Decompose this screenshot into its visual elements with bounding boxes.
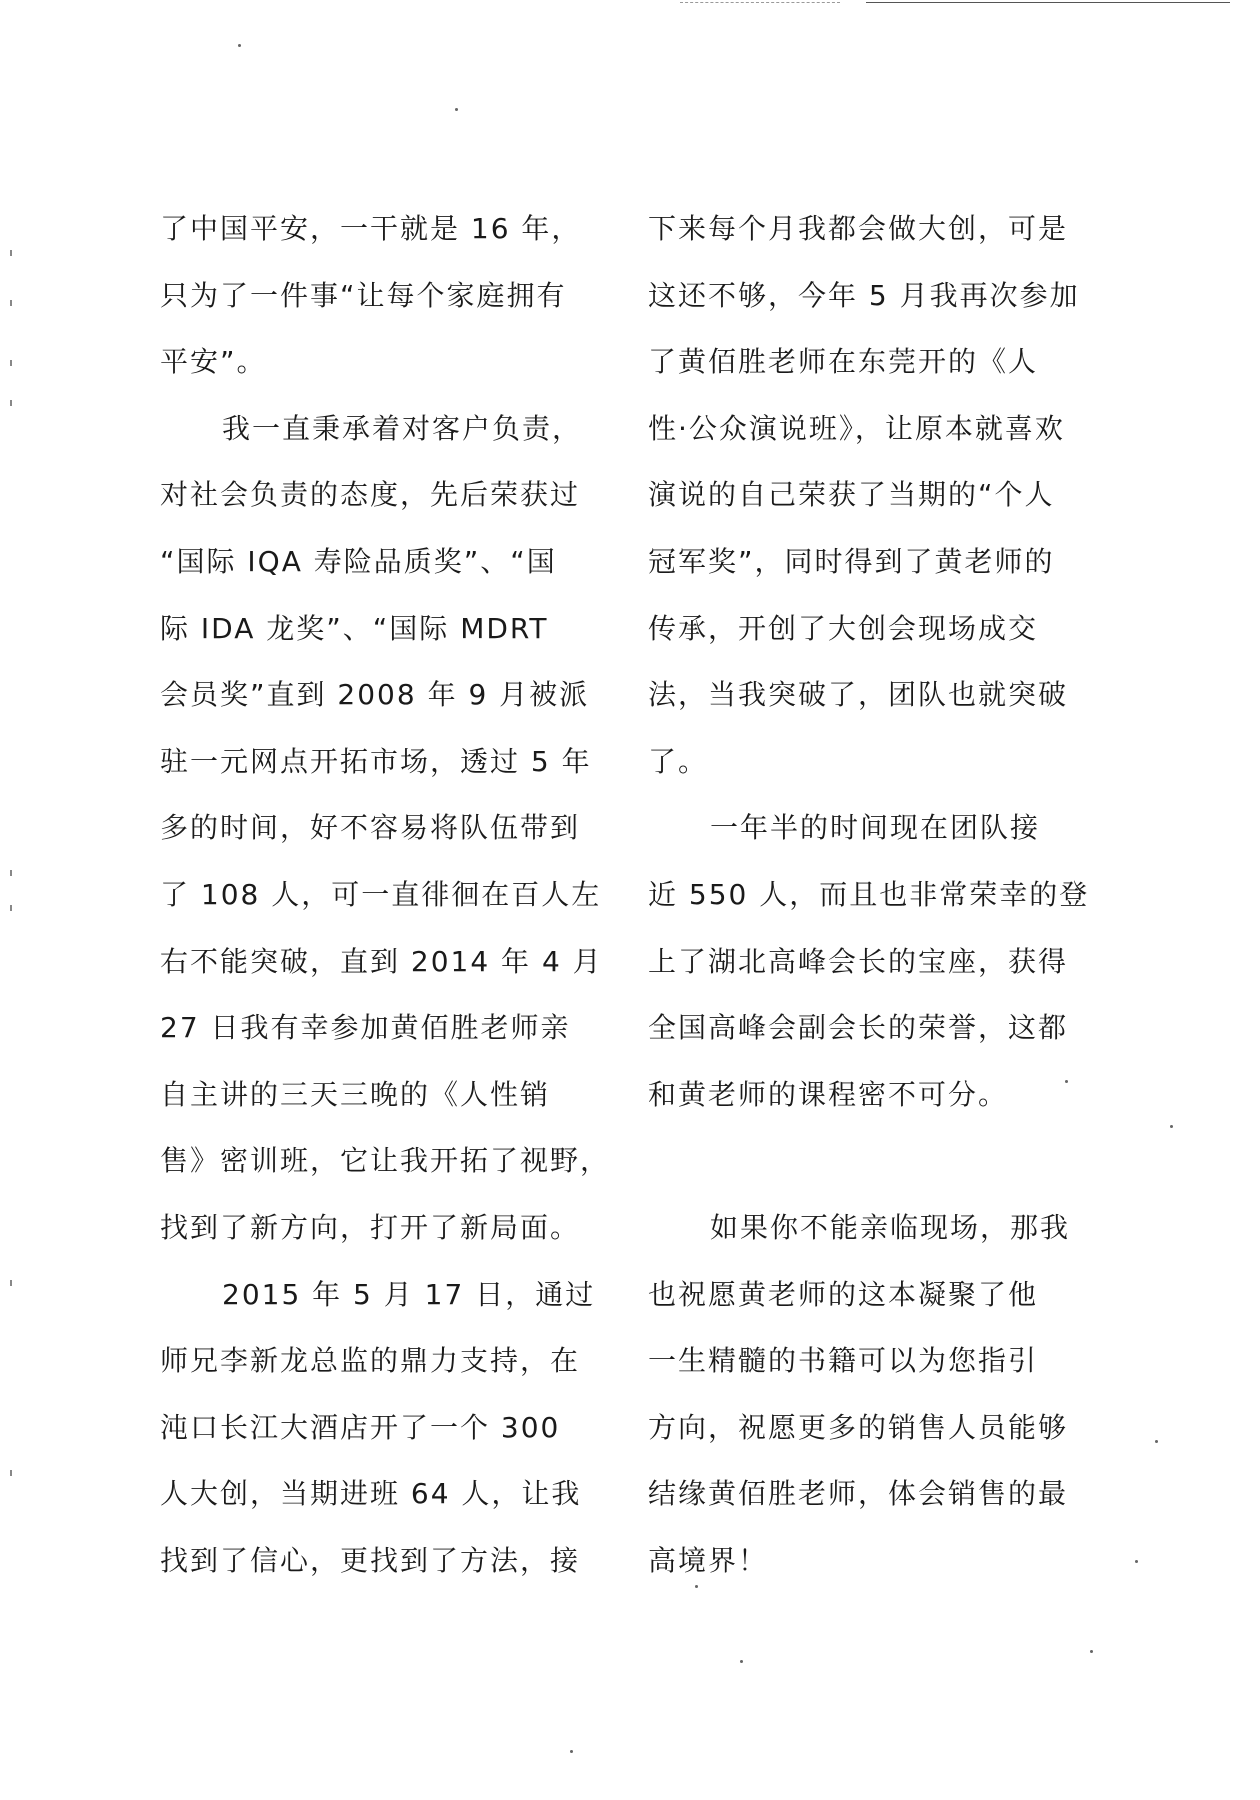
- text-line: 多的时间，好不容易将队伍带到: [160, 811, 581, 845]
- text-line: 27 日我有幸参加黄佰胜老师亲: [160, 1011, 571, 1045]
- text-line: 传承，开创了大创会现场成交: [648, 611, 1039, 645]
- text-line: 平安”。: [160, 345, 267, 379]
- text-line: 对社会负责的态度，先后荣获过: [160, 478, 581, 512]
- top-rule: [866, 2, 1230, 3]
- text-line: 如果你不能亲临现场，那我: [710, 1210, 1071, 1244]
- margin-mark: [10, 250, 12, 256]
- text-line: 际 IDA 龙奖”、“国际 MDRT: [160, 611, 549, 645]
- text-line: 了中国平安，一干就是 16 年，: [160, 212, 582, 245]
- margin-mark: [10, 905, 12, 911]
- text-line: 找到了新方向，打开了新局面。: [160, 1210, 581, 1244]
- text-line: 了。: [648, 744, 709, 778]
- margin-mark: [10, 870, 12, 876]
- text-line: 结缘黄佰胜老师，体会销售的最: [648, 1477, 1069, 1511]
- scan-speck: [570, 1750, 573, 1753]
- text-line: 沌口长江大酒店开了一个 300: [160, 1410, 561, 1444]
- scan-speck: [1155, 1440, 1158, 1443]
- text-line: 演说的自己荣获了当期的“个人: [648, 478, 1055, 512]
- scan-speck: [740, 1660, 743, 1663]
- margin-mark: [10, 400, 12, 406]
- scan-speck: [1135, 1560, 1138, 1563]
- text-line: [648, 1128, 1068, 1195]
- text-line: 性·公众演说班》，让原本就喜欢: [648, 411, 1065, 445]
- right-text-column: [648, 196, 1090, 1594]
- text-line: 上了湖北高峰会长的宝座，获得: [648, 944, 1069, 978]
- text-line: 这还不够，今年 5 月我再次参加: [648, 278, 1080, 312]
- text-line: 冠军奖”，同时得到了黄老师的: [648, 544, 1055, 578]
- text-line: 高境界！: [648, 1543, 769, 1577]
- text-line: 下来每个月我都会做大创，可是: [648, 212, 1069, 245]
- text-line: 只为了一件事“让每个家庭拥有: [160, 278, 567, 312]
- text-line: 方向，祝愿更多的销售人员能够: [648, 1410, 1069, 1444]
- text-line: 右不能突破，直到 2014 年 4 月: [160, 944, 603, 978]
- left-text-column: [160, 196, 611, 1594]
- top-rule-dashes: [680, 2, 840, 3]
- scan-speck: [1065, 1080, 1068, 1083]
- text-line: 我一直秉承着对客户负责，: [222, 411, 583, 445]
- margin-mark: [10, 300, 12, 306]
- text-line: 人大创，当期进班 64 人，让我: [160, 1477, 582, 1511]
- text-line: 法，当我突破了，团队也就突破: [648, 678, 1069, 712]
- text-line: 也祝愿黄老师的这本凝聚了他: [648, 1277, 1039, 1311]
- scan-speck: [238, 44, 241, 47]
- scan-speck: [455, 108, 458, 111]
- text-line: 全国高峰会副会长的荣誉，这都: [648, 1011, 1069, 1045]
- margin-mark: [10, 360, 12, 366]
- text-line: 一生精髓的书籍可以为您指引: [648, 1344, 1039, 1378]
- scan-speck: [1170, 1125, 1173, 1128]
- text-line: 了黄佰胜老师在东莞开的《人: [648, 345, 1039, 379]
- text-line: 驻一元网点开拓市场，透过 5 年: [160, 744, 592, 778]
- scan-speck: [695, 1585, 698, 1588]
- text-line: 售》密训班，它让我开拓了视野，: [160, 1144, 611, 1178]
- text-line: 师兄李新龙总监的鼎力支持，在: [160, 1344, 581, 1378]
- text-line: 2015 年 5 月 17 日，通过: [222, 1277, 596, 1311]
- margin-mark: [10, 1280, 12, 1286]
- text-line: 和黄老师的课程密不可分。: [648, 1077, 1009, 1111]
- margin-mark: [10, 1470, 12, 1476]
- text-line: 近 550 人，而且也非常荣幸的登: [648, 877, 1090, 911]
- text-line: 会员奖”直到 2008 年 9 月被派: [160, 678, 590, 712]
- text-line: 了 108 人，可一直徘徊在百人左: [160, 877, 602, 911]
- text-line: 一年半的时间现在团队接: [710, 811, 1041, 845]
- text-line: 自主讲的三天三晚的《人性销: [160, 1077, 551, 1111]
- scan-speck: [1090, 1650, 1093, 1653]
- text-line: “国际 IQA 寿险品质奖”、“国: [160, 544, 557, 578]
- text-line: 找到了信心，更找到了方法，接: [160, 1543, 581, 1577]
